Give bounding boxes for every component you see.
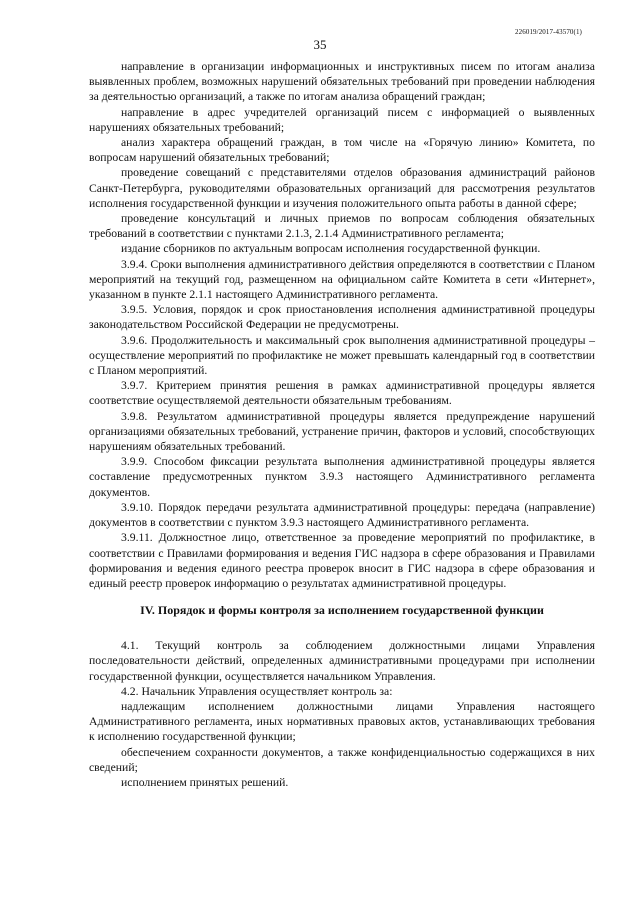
- paragraph-3-9-11: 3.9.11. Должностное лицо, ответственное за проведение мероприятий по профилактике, в соответствии с Правилами формирования и ведения ГИС надзора в сфере образования и Правилами формирования и ведения единого реестра проверок вносит в ГИС надзора в сфере образования и единый реестр проверок информацию о результатах административной процедуры.: [89, 531, 595, 590]
- page-number: 35: [313, 37, 327, 52]
- paragraph: надлежащим исполнением должностными лицами Управления настоящего Административного регламента, иных нормативных правовых актов, устанавливающих требования к исполнению государственной функции;: [89, 699, 595, 744]
- paragraph: направление в организации информационных и инструктивных писем по итогам анализа выявленных проблем, возможных нарушений обязательных требований при проведении наблюдения за деятельностью организаций, а также по итогам анализа обращений граждан;: [89, 60, 595, 104]
- document-body: [89, 59, 595, 790]
- paragraph: издание сборников по актуальным вопросам исполнения государственной функции.: [121, 242, 541, 256]
- paragraph-3-9-4: 3.9.4. Сроки выполнения административного действия определяются в соответствии с Планом мероприятий на текущий год, размещенном на официальном сайте Комитета в сети «Интернет», указанном в пункте 2.1.1 настоящего Административного регламента.: [89, 257, 595, 302]
- paragraph-3-9-7: 3.9.7. Критерием принятия решения в рамках административной процедуры является соответствие осуществляемой деятельности обязательным требованиям.: [89, 379, 595, 408]
- section-title: IV. Порядок и формы контроля за исполнением государственной функции: [140, 603, 544, 618]
- paragraph-3-9-10: 3.9.10. Порядок передачи результата административной процедуры: передача (направление) документов в соответствии с пунктом 3.9.3 настоящего Административного регламента.: [89, 500, 595, 530]
- paragraph: проведение совещаний с представителями отделов образования администраций районов Санкт-Петербурга, руководителями образовательных организаций для рассмотрения результатов исполнения государственной функции и изучения положительного опыта работы в данной сфере;: [89, 166, 595, 210]
- paragraph: анализ характера обращений граждан, в том числе на «Горячую линию» Комитета, по вопросам нарушений обязательных требований;: [89, 136, 595, 165]
- paragraph: исполнением принятых решений.: [121, 775, 289, 789]
- paragraph: направление в адрес учредителей организаций писем с информацией о выявленных нарушениях обязательных требований;: [89, 105, 595, 134]
- paragraph-3-9-8: 3.9.8. Результатом административной процедуры является предупреждение нарушений организациями обязательных требований, устранение причин, факторов и условий, способствующих нарушениям обязательных требований.: [89, 409, 595, 454]
- paragraph-3-9-9: 3.9.9. Способом фиксации результата выполнения административной процедуры является составление предусмотренных пунктом 3.9.3 настоящего Административного регламента документов.: [89, 455, 595, 499]
- document-id: 226019/2017-43570(1): [515, 28, 582, 36]
- paragraph-4-2: 4.2. Начальник Управления осуществляет контроль за:: [121, 684, 393, 698]
- paragraph: проведение консультаций и личных приемов по вопросам соблюдения обязательных требований в соответствии с пунктами 2.1.3, 2.1.4 Административного регламента;: [89, 212, 595, 241]
- paragraph-3-9-6: 3.9.6. Продолжительность и максимальный срок выполнения административной процедуры – осуществление мероприятий по профилактике не может превышать календарный год в соответствии с Планом мероприятий.: [89, 333, 595, 378]
- paragraph-3-9-5: 3.9.5. Условия, порядок и срок приостановления исполнения административной процедуры законодательством Российской Федерации не предусмотрены.: [89, 303, 595, 332]
- paragraph: обеспечением сохранности документов, а также конфиденциальностью содержащихся в них сведений;: [89, 745, 595, 774]
- paragraph-4-1: 4.1. Текущий контроль за соблюдением должностными лицами Управления последовательности действий, определенных административными процедурами при исполнении государственной функции, осуществляется начальником Управления.: [89, 639, 595, 683]
